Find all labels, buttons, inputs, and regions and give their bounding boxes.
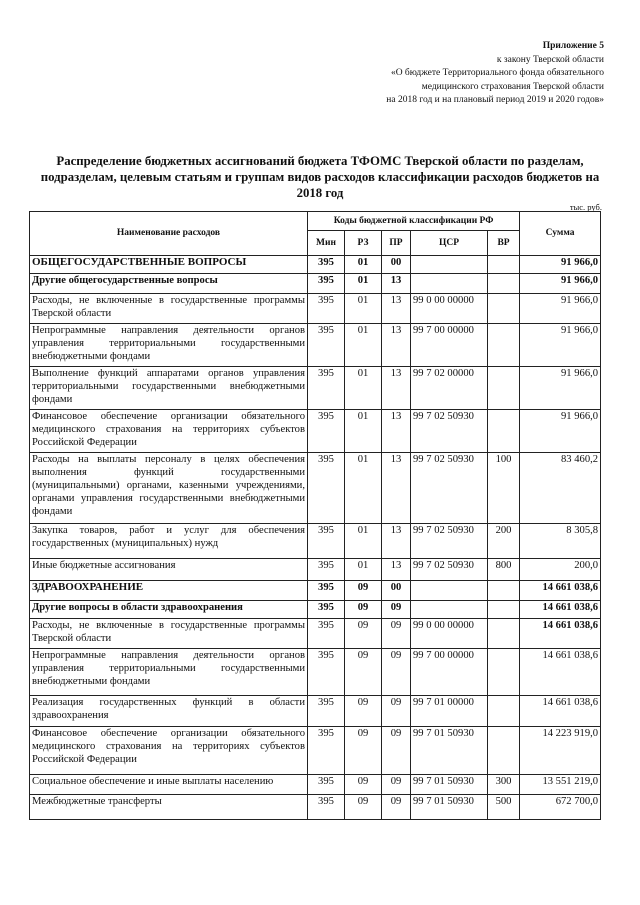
- cell-vr: 200: [488, 524, 520, 559]
- cell-vr: 800: [488, 559, 520, 581]
- cell-vr: 300: [488, 775, 520, 795]
- cell-name: Финансовое обеспечение организации обязательного медицинского страхования на территориях субъектов Российской Федерации: [30, 727, 308, 775]
- cell-sum: 14 661 038,6: [520, 696, 601, 727]
- cell-name: Расходы, не включенные в государственные программы Тверской области: [30, 619, 308, 649]
- cell-sum: 200,0: [520, 559, 601, 581]
- cell-sum: 91 966,0: [520, 256, 601, 274]
- cell-pr: 13: [382, 453, 411, 524]
- cell-csr: 99 7 01 50930: [411, 795, 488, 820]
- header-pr: ПР: [382, 231, 411, 256]
- cell-vr: [488, 324, 520, 367]
- cell-vr: [488, 410, 520, 453]
- header-min: Мин: [308, 231, 345, 256]
- appendix-line: к закону Тверской области: [496, 54, 604, 65]
- cell-pr: 00: [382, 581, 411, 601]
- cell-rz: 01: [345, 256, 382, 274]
- cell-rz: 01: [345, 453, 382, 524]
- cell-vr: [488, 649, 520, 696]
- cell-vr: [488, 294, 520, 324]
- cell-min: 395: [308, 256, 345, 274]
- cell-csr: 99 7 01 50930: [411, 727, 488, 775]
- table-row: [30, 524, 601, 559]
- appendix-number: Приложение 5: [542, 41, 604, 51]
- cell-name: Другие вопросы в области здравоохранения: [30, 601, 308, 619]
- table-header: [30, 212, 601, 256]
- cell-rz: 01: [345, 524, 382, 559]
- cell-name: Другие общегосударственные вопросы: [30, 274, 308, 294]
- cell-name: ЗДРАВООХРАНЕНИЕ: [30, 581, 308, 601]
- table-row: [30, 601, 601, 619]
- header-rz: РЗ: [345, 231, 382, 256]
- cell-sum: 14 661 038,6: [520, 619, 601, 649]
- cell-vr: 500: [488, 795, 520, 820]
- cell-csr: 99 0 00 00000: [411, 619, 488, 649]
- cell-min: 395: [308, 367, 345, 410]
- cell-pr: 00: [382, 256, 411, 274]
- cell-name: Межбюджетные трансферты: [30, 795, 308, 820]
- appendix-line: «О бюджете Территориального фонда обязательного: [390, 68, 604, 79]
- cell-sum: 83 460,2: [520, 453, 601, 524]
- cell-csr: 99 7 00 00000: [411, 324, 488, 367]
- cell-vr: [488, 367, 520, 410]
- cell-csr: 99 7 01 50930: [411, 775, 488, 795]
- table-row: [30, 649, 601, 696]
- table-row: [30, 696, 601, 727]
- table-row: [30, 619, 601, 649]
- cell-min: 395: [308, 581, 345, 601]
- appendix-header: [304, 40, 604, 108]
- cell-name: Реализация государственных функций в области здравоохранения: [30, 696, 308, 727]
- cell-pr: 09: [382, 696, 411, 727]
- cell-pr: 13: [382, 559, 411, 581]
- cell-rz: 01: [345, 274, 382, 294]
- cell-csr: 99 7 02 00000: [411, 367, 488, 410]
- cell-pr: 13: [382, 410, 411, 453]
- cell-pr: 09: [382, 601, 411, 619]
- table-row: [30, 559, 601, 581]
- header-csr: ЦСР: [411, 231, 488, 256]
- cell-min: 395: [308, 559, 345, 581]
- table-row: [30, 795, 601, 820]
- cell-min: 395: [308, 274, 345, 294]
- appendix-line: на 2018 год и на плановый период 2019 и 2020 годов»: [386, 95, 604, 106]
- table-row: [30, 256, 601, 274]
- cell-vr: 100: [488, 453, 520, 524]
- cell-rz: 09: [345, 649, 382, 696]
- cell-min: 395: [308, 453, 345, 524]
- cell-min: 395: [308, 775, 345, 795]
- cell-min: 395: [308, 410, 345, 453]
- cell-sum: 91 966,0: [520, 367, 601, 410]
- cell-csr: 99 7 02 50930: [411, 410, 488, 453]
- cell-rz: 09: [345, 727, 382, 775]
- cell-name: Иные бюджетные ассигнования: [30, 559, 308, 581]
- table-row: [30, 581, 601, 601]
- table-row: [30, 727, 601, 775]
- budget-table: [29, 211, 601, 820]
- cell-sum: 8 305,8: [520, 524, 601, 559]
- units-label: тыс. руб.: [569, 202, 602, 212]
- cell-rz: 09: [345, 775, 382, 795]
- cell-rz: 01: [345, 324, 382, 367]
- document-title: Распределение бюджетных ассигнований бюджета ТФОМС Тверской области по разделам, подразделам, целевым статьям и группам видов расходов классификации расходов бюджетов на 2018 год: [40, 154, 600, 200]
- cell-rz: 09: [345, 581, 382, 601]
- cell-csr: [411, 274, 488, 294]
- table-row: [30, 453, 601, 524]
- cell-name: ОБЩЕГОСУДАРСТВЕННЫЕ ВОПРОСЫ: [30, 256, 308, 274]
- cell-csr: 99 0 00 00000: [411, 294, 488, 324]
- table-body: [30, 256, 601, 820]
- cell-vr: [488, 274, 520, 294]
- cell-csr: 99 7 01 00000: [411, 696, 488, 727]
- header-name: Наименование расходов: [30, 212, 308, 256]
- table-row: [30, 324, 601, 367]
- cell-pr: 09: [382, 619, 411, 649]
- cell-rz: 09: [345, 619, 382, 649]
- cell-sum: 91 966,0: [520, 294, 601, 324]
- cell-sum: 672 700,0: [520, 795, 601, 820]
- appendix-line: медицинского страхования Тверской области: [421, 81, 604, 92]
- cell-csr: 99 7 00 00000: [411, 649, 488, 696]
- cell-name: Выполнение функций аппаратами органов управления территориальными государственными внебюджетными фондами: [30, 367, 308, 410]
- cell-sum: 14 661 038,6: [520, 601, 601, 619]
- cell-rz: 01: [345, 294, 382, 324]
- cell-csr: 99 7 02 50930: [411, 524, 488, 559]
- cell-csr: [411, 256, 488, 274]
- cell-min: 395: [308, 727, 345, 775]
- cell-min: 395: [308, 619, 345, 649]
- cell-vr: [488, 601, 520, 619]
- cell-sum: 91 966,0: [520, 324, 601, 367]
- cell-pr: 13: [382, 367, 411, 410]
- cell-sum: 91 966,0: [520, 274, 601, 294]
- cell-rz: 09: [345, 696, 382, 727]
- cell-pr: 13: [382, 324, 411, 367]
- cell-name: Социальное обеспечение и иные выплаты населению: [30, 775, 308, 795]
- cell-csr: [411, 581, 488, 601]
- cell-pr: 09: [382, 727, 411, 775]
- cell-min: 395: [308, 649, 345, 696]
- cell-vr: [488, 696, 520, 727]
- cell-sum: 14 223 919,0: [520, 727, 601, 775]
- cell-min: 395: [308, 601, 345, 619]
- cell-name: Расходы, не включенные в государственные программы Тверской области: [30, 294, 308, 324]
- cell-rz: 09: [345, 795, 382, 820]
- cell-pr: 09: [382, 795, 411, 820]
- cell-sum: 14 661 038,6: [520, 649, 601, 696]
- cell-pr: 13: [382, 524, 411, 559]
- header-sum: Сумма: [520, 212, 601, 256]
- cell-rz: 09: [345, 601, 382, 619]
- cell-name: Финансовое обеспечение организации обязательного медицинского страхования на территориях субъектов Российской Федерации: [30, 410, 308, 453]
- cell-name: Расходы на выплаты персоналу в целях обеспечения выполнения функций государственными (муниципальными) органами, казенными учреждениями, органами управления государственными внебюджетными фондами: [30, 453, 308, 524]
- cell-pr: 09: [382, 649, 411, 696]
- cell-vr: [488, 581, 520, 601]
- cell-csr: [411, 601, 488, 619]
- cell-name: Непрограммные направления деятельности органов управления территориальными государственными внебюджетными фондами: [30, 324, 308, 367]
- header-vr: ВР: [488, 231, 520, 256]
- cell-min: 395: [308, 795, 345, 820]
- cell-pr: 13: [382, 294, 411, 324]
- cell-min: 395: [308, 524, 345, 559]
- cell-csr: 99 7 02 50930: [411, 453, 488, 524]
- cell-vr: [488, 619, 520, 649]
- cell-sum: 91 966,0: [520, 410, 601, 453]
- table-row: [30, 775, 601, 795]
- cell-name: Закупка товаров, работ и услуг для обеспечения государственных (муниципальных) нужд: [30, 524, 308, 559]
- table-row: [30, 274, 601, 294]
- cell-min: 395: [308, 294, 345, 324]
- cell-name: Непрограммные направления деятельности органов управления территориальными государственными внебюджетными фондами: [30, 649, 308, 696]
- cell-min: 395: [308, 324, 345, 367]
- table-row: [30, 410, 601, 453]
- cell-rz: 01: [345, 367, 382, 410]
- cell-sum: 13 551 219,0: [520, 775, 601, 795]
- cell-vr: [488, 727, 520, 775]
- header-codes-group: Коды бюджетной классификации РФ: [308, 212, 520, 231]
- cell-vr: [488, 256, 520, 274]
- cell-csr: 99 7 02 50930: [411, 559, 488, 581]
- cell-min: 395: [308, 696, 345, 727]
- table-row: [30, 294, 601, 324]
- cell-rz: 01: [345, 410, 382, 453]
- cell-rz: 01: [345, 559, 382, 581]
- table-row: [30, 367, 601, 410]
- cell-sum: 14 661 038,6: [520, 581, 601, 601]
- cell-pr: 09: [382, 775, 411, 795]
- cell-pr: 13: [382, 274, 411, 294]
